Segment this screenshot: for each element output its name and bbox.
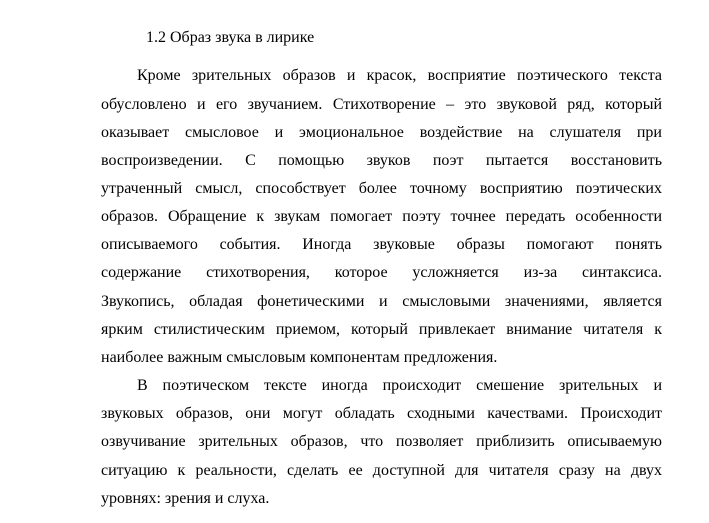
text-line: В поэтическом тексте иногда происходит смешение зрительных и	[137, 377, 662, 394]
text-line: уровнях: зрения и слуха.	[101, 490, 270, 507]
text-line: воспроизведении. С помощью звуков поэт пытается восстановить	[101, 152, 662, 169]
text-line: озвучивание зрительных образов, что позволяет приблизить описываемую	[101, 433, 662, 450]
section-heading: 1.2 Образ звука в лирике	[146, 29, 315, 46]
text-line: утраченный смысл, способствует более точному восприятию поэтических	[101, 180, 662, 197]
text-line: Звукопись, обладая фонетическими и смысловыми значениями, является	[101, 293, 662, 310]
text-line: обусловлено и его звучанием. Стихотворение – это звуковой ряд, который	[101, 96, 662, 113]
text-line: звуковых образов, они могут обладать сходными качествами. Происходит	[101, 405, 662, 422]
text-line: оказывает смысловое и эмоциональное воздействие на слушателя при	[101, 124, 662, 141]
text-line: ярким стилистическим приемом, который привлекает внимание читателя к	[101, 321, 662, 338]
text-line: Кроме зрительных образов и красок, восприятие поэтического текста	[137, 67, 662, 84]
text-line: содержание стихотворения, которое усложняется из-за синтаксиса.	[101, 264, 662, 281]
text-line: описываемого события. Иногда звуковые образы помогают понять	[101, 236, 662, 253]
text-line: наиболее важным смысловым компонентам предложения.	[101, 349, 498, 366]
text-line: ситуацию к реальности, сделать ее доступной для читателя сразу на двух	[101, 462, 662, 479]
text-line: образов. Обращение к звукам помогает поэту точнее передать особенности	[101, 208, 662, 225]
